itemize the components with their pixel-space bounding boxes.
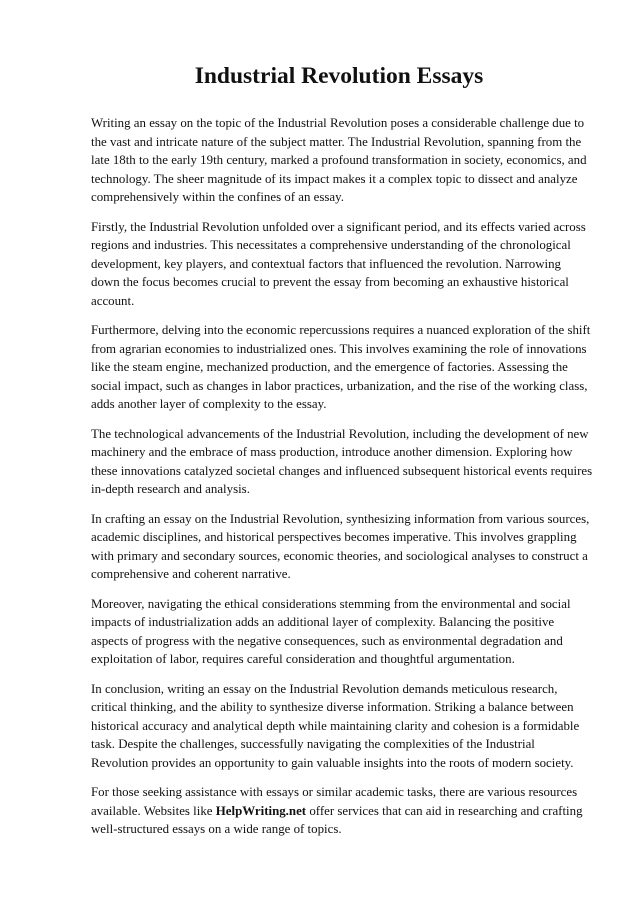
paragraph-line: regions and industries. This necessitates a comprehensive understanding of the chronological (91, 238, 571, 252)
paragraph-line: like the steam engine, mechanized production, and the emergence of factories. Assessing the (91, 360, 568, 374)
paragraph-line: In crafting an essay on the Industrial Revolution, synthesizing information from various sources, (91, 511, 590, 526)
paragraph-line: critical thinking, and the ability to synthesize diverse information. Striking a balance between (91, 700, 574, 714)
paragraph-line: from agrarian economies to industrialized ones. This involves examining the role of innovations (91, 341, 587, 356)
paragraph-line: impacts of industrialization adds an additional layer of complexity. Balancing the positive (91, 615, 555, 629)
paragraph-line: account. (91, 293, 135, 308)
paragraph-line: Writing an essay on the topic of the Industrial Revolution poses a considerable challenge due to (91, 116, 585, 130)
paragraph-line: adds another layer of complexity to the essay. (91, 397, 327, 411)
paragraph-line: Firstly, the Industrial Revolution unfolded over a significant period, and its effects varied across (91, 219, 586, 234)
paragraph-line: task. Despite the challenges, successfully navigating the complexities of the Industrial (91, 737, 535, 751)
paragraph-line: late 18th to the early 19th century, marked a profound transformation in society, economics, and (91, 153, 587, 167)
paragraph-line: Furthermore, delving into the economic repercussions requires a nuanced exploration of the shift (91, 323, 591, 337)
essay-body (91, 114, 591, 839)
paragraph-line: For those seeking assistance with essays or similar academic tasks, there are various resources (91, 785, 578, 799)
paragraph-line: technology. The sheer magnitude of its impact makes it a complex topic to dissect and analyze (91, 171, 578, 186)
paragraph-5 (91, 510, 591, 584)
closing-paragraph (91, 783, 591, 839)
paragraph-1 (91, 114, 591, 207)
paragraph-line: In conclusion, writing an essay on the Industrial Revolution demands meticulous research, (91, 681, 558, 696)
paragraph-line-with-link (91, 802, 591, 821)
closing-text-before: available. Websites like (91, 803, 216, 818)
paragraph-line: academic disciplines, and historical perspectives becomes imperative. This involves grappling (91, 530, 577, 544)
paragraph-line: historical accuracy and analytical depth while maintaining clarity and cohesion is a formidable (91, 718, 580, 733)
helpwriting-link[interactable]: HelpWriting.net (215, 803, 307, 818)
paragraph-line: development, key players, and contextual factors that influenced the revolution. Narrowing (91, 256, 561, 271)
paragraph-line: well-structured essays on a wide range of topics. (91, 822, 342, 836)
paragraph-line: Moreover, navigating the ethical considerations stemming from the environmental and social (91, 596, 571, 611)
paragraph-line: aspects of progress with the negative consequences, such as environmental degradation and (91, 633, 563, 648)
paragraph-line: machinery and the embrace of mass production, introduce another dimension. Exploring how (91, 445, 573, 459)
paragraph-line: social impact, such as changes in labor practices, urbanization, and the rise of the working class, (91, 378, 588, 393)
page-title: Industrial Revolution Essays (194, 63, 484, 89)
paragraph-line: exploitation of labor, requires careful consideration and thoughtful argumentation. (91, 652, 515, 666)
closing-text-after: offer services that can aid in researching and crafting (306, 803, 583, 818)
paragraph-line: comprehensive and coherent narrative. (91, 567, 291, 581)
paragraph-line: comprehensively within the confines of an essay. (91, 190, 344, 204)
paragraph-line: in-depth research and analysis. (91, 482, 250, 496)
paragraph-4 (91, 425, 591, 499)
paragraph-line: down the focus becomes crucial to prevent the essay from becoming an exhaustive historical (91, 275, 569, 289)
paragraph-6 (91, 595, 591, 669)
paragraph-line: Revolution provides an opportunity to gain valuable insights into the roots of modern society. (91, 755, 574, 770)
paragraph-line: these innovations catalyzed societal changes and influenced subsequent historical events requires (91, 463, 593, 478)
paragraph-line: The technological advancements of the Industrial Revolution, including the development of new (91, 426, 589, 441)
paragraph-7 (91, 680, 591, 773)
paragraph-line: with primary and secondary sources, economic theories, and sociological analyses to construct a (91, 548, 588, 563)
paragraph-line: the vast and intricate nature of the subject matter. The Industrial Revolution, spanning from the (91, 134, 582, 149)
paragraph-3 (91, 321, 591, 414)
paragraph-2 (91, 218, 591, 311)
